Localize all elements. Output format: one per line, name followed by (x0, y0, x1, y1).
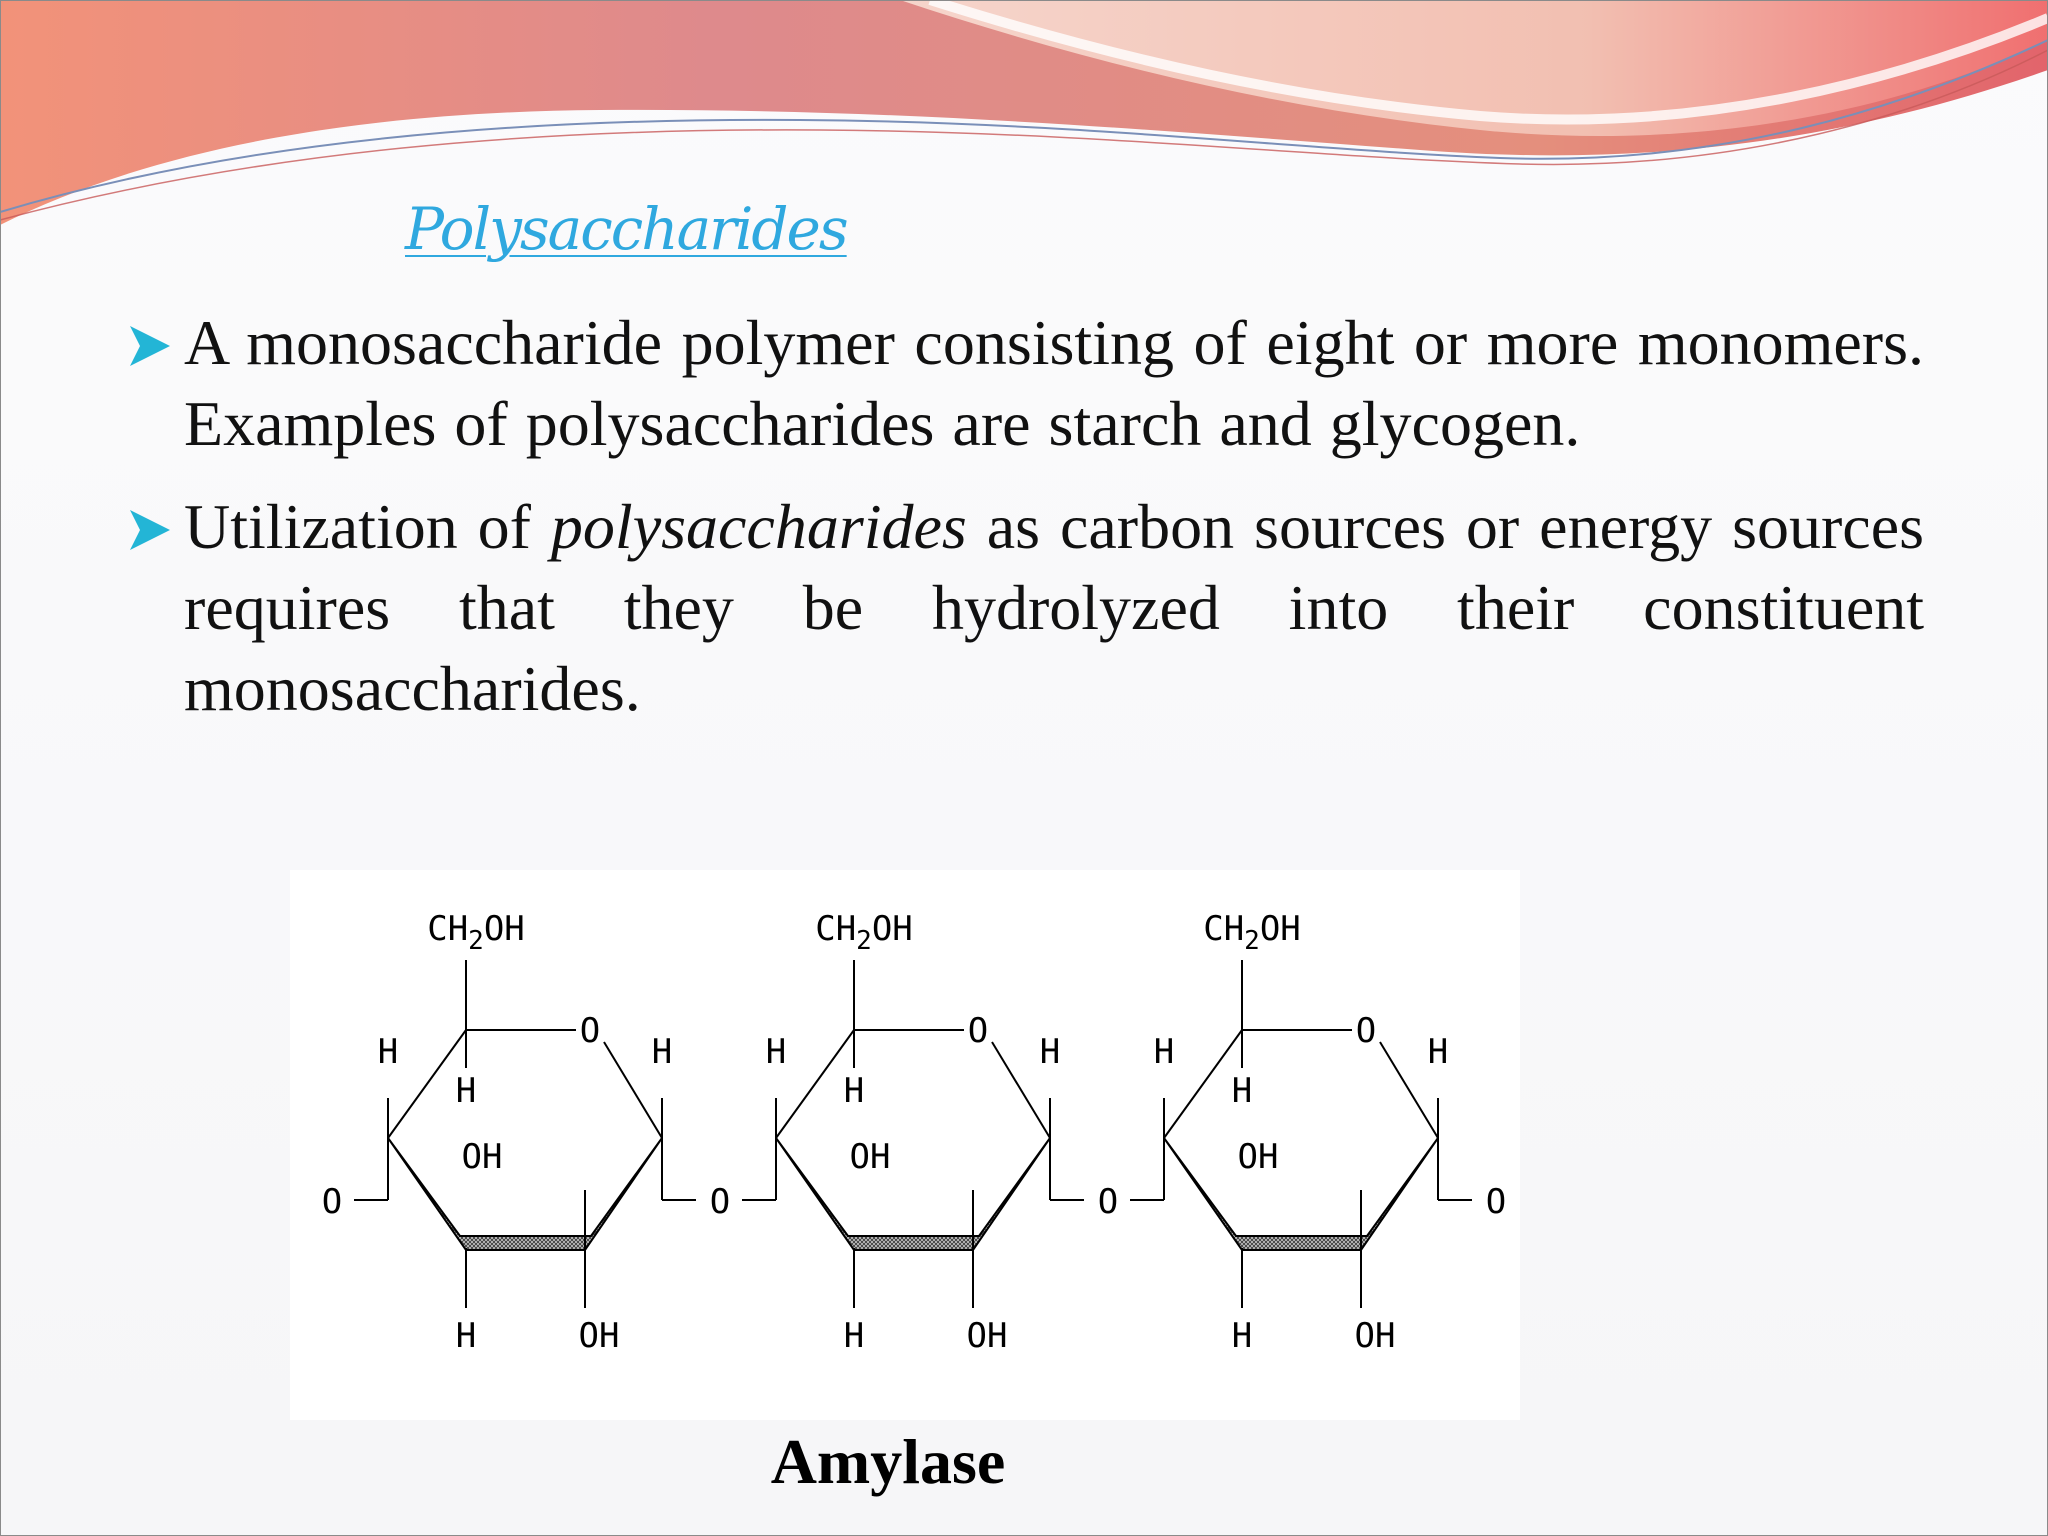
ring-bond (776, 1030, 854, 1138)
hydroxyl-label: OH (1237, 1137, 1279, 1177)
hydrogen-label: H (1231, 1316, 1253, 1356)
hydroxyl-label: OH (849, 1137, 891, 1177)
ring-bond (388, 1030, 466, 1138)
bullet-item (126, 302, 1924, 464)
hydrogen-label: H (1153, 1032, 1175, 1072)
hydroxyl-label: OH (966, 1316, 1008, 1356)
hydrogen-label: H (1039, 1032, 1061, 1072)
bridge-oxygen-label: O (709, 1182, 731, 1222)
hydrogen-label: H (1231, 1071, 1253, 1111)
bridge-oxygen-label: O (1097, 1182, 1119, 1222)
ring-oxygen-label: O (967, 1011, 989, 1051)
ring-oxygen-label: O (1355, 1011, 1377, 1051)
header-wave-banner (0, 0, 2048, 240)
arrowhead-bullet-icon (126, 324, 172, 368)
hydrogen-label: H (455, 1316, 477, 1356)
bridge-oxygen-label: O (1485, 1182, 1507, 1222)
hydrogen-label: H (455, 1071, 477, 1111)
bullet-list (126, 302, 1924, 751)
bullet-segment: A monosaccharide polymer consisting of eight or more monomers. Examples of polysaccharides are starch and glycogen. (184, 307, 1924, 459)
hydrogen-label: H (651, 1032, 673, 1072)
ch2oh-label: $CH_2OH$ (427, 909, 525, 956)
ring-front-edge (388, 1138, 662, 1250)
arrowhead-bullet-icon (126, 508, 172, 552)
ring-bond (1164, 1030, 1242, 1138)
hydrogen-label: H (843, 1316, 865, 1356)
ring-front-edge (776, 1138, 1050, 1250)
hydrogen-label: H (1427, 1032, 1449, 1072)
hydrogen-label: H (377, 1032, 399, 1072)
bullet-text (184, 302, 1924, 464)
ch2oh-label: $CH_2OH$ (815, 909, 913, 956)
ring-front-edge (1164, 1138, 1438, 1250)
slide-title: Polysaccharides (405, 195, 847, 263)
hydroxyl-label: OH (578, 1316, 620, 1356)
hydroxyl-label: OH (1354, 1316, 1396, 1356)
hydrogen-label: H (765, 1032, 787, 1072)
diagram-caption: Amylase (770, 1426, 1006, 1497)
bullet-text (184, 486, 1924, 729)
bullet-item (126, 486, 1924, 729)
ch2oh-label: $CH_2OH$ (1203, 909, 1301, 956)
bullet-segment-italic: polysaccharides (550, 491, 967, 562)
bullet-segment: Utilization of (184, 491, 551, 562)
glucose-chain-svg (290, 870, 1520, 1420)
ring-oxygen-label: O (579, 1011, 601, 1051)
amylose-structure-diagram (290, 870, 1520, 1420)
hydrogen-label: H (843, 1071, 865, 1111)
bullet-segment: as carbon sources or energy sources requires that they be hydrolyzed into their constituent monosaccharides. (184, 491, 1925, 724)
bridge-oxygen-label: O (321, 1182, 343, 1222)
hydroxyl-label: OH (461, 1137, 503, 1177)
